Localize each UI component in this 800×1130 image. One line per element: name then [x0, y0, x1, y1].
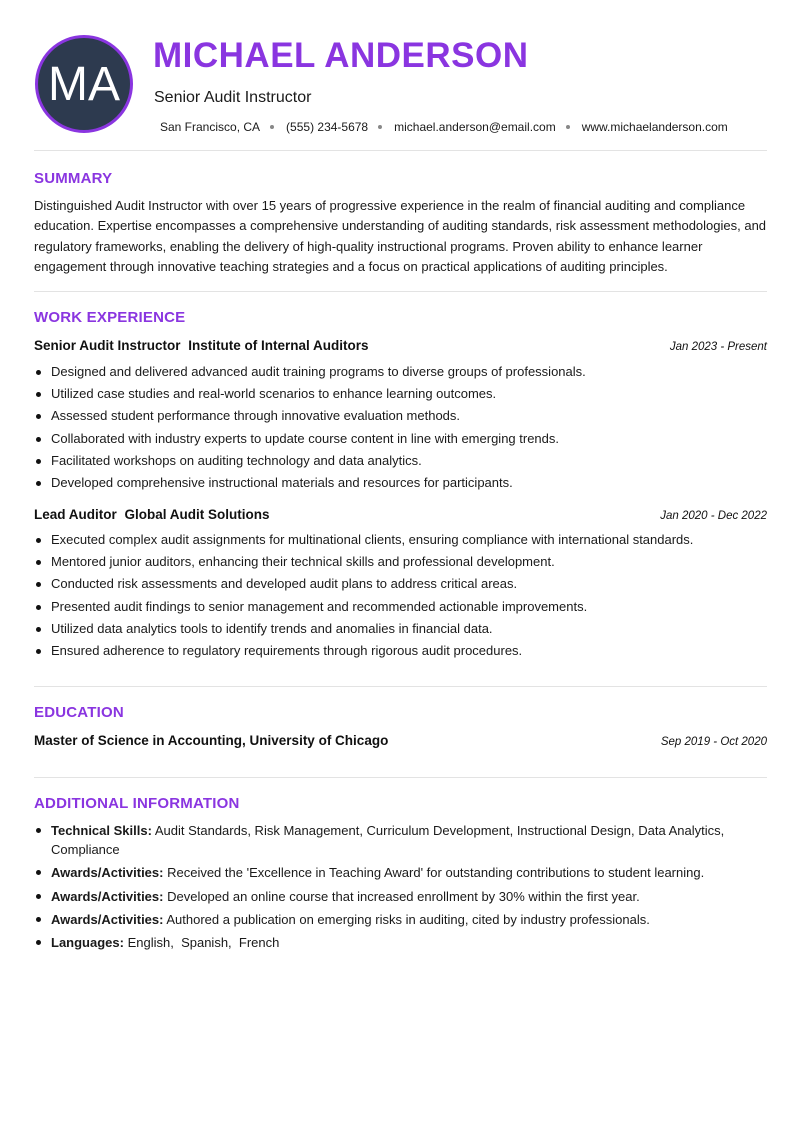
item-label: Technical Skills: — [51, 823, 152, 838]
section-heading-summary: SUMMARY — [34, 170, 113, 187]
list-item: Ensured adherence to regulatory requirements through rigorous audit procedures. — [34, 640, 774, 662]
education-entry — [34, 733, 767, 748]
item-label: Awards/Activities: — [51, 865, 164, 881]
list-item: Designed and delivered advanced audit training programs to diverse groups of professionals. — [34, 361, 774, 383]
job-bullets — [34, 529, 774, 662]
job-dates: Jan 2023 - Present — [669, 341, 767, 353]
job-company: Institute of Internal Auditors — [188, 338, 369, 353]
list-item: Assessed student performance through innovative evaluation methods. — [34, 405, 774, 427]
list-item: Utilized case studies and real-world scenarios to enhance learning outcomes. — [34, 383, 774, 405]
list-item: Presented audit findings to senior management and recommended actionable improvements. — [34, 596, 774, 618]
candidate-title: Senior Audit Instructor — [154, 89, 312, 106]
job-company: Global Audit Solutions — [124, 507, 270, 522]
section-heading-education: EDUCATION — [34, 704, 124, 721]
job-bullets — [34, 361, 774, 494]
avatar — [35, 35, 133, 133]
avatar-initials: MA — [48, 57, 120, 111]
section-heading-additional: ADDITIONAL INFORMATION — [34, 795, 240, 812]
divider — [34, 777, 767, 778]
list-item: Facilitated workshops on auditing technology and data analytics. — [34, 450, 774, 472]
contact-website[interactable]: www.michaelanderson.com — [581, 120, 728, 134]
item-label: Awards/Activities: — [51, 888, 164, 904]
list-item — [34, 910, 774, 929]
separator-dot-icon — [270, 125, 274, 129]
list-item: Developed comprehensive instructional materials and resources for participants. — [34, 472, 774, 494]
list-item — [34, 821, 774, 859]
section-heading-experience: WORK EXPERIENCE — [34, 309, 186, 326]
list-item — [34, 863, 774, 882]
education-degree: Master of Science in Accounting, University of Chicago — [34, 733, 389, 748]
item-text: Authored a publication on emerging risks in auditing, cited by industry professionals. — [166, 911, 650, 927]
item-text: English, Spanish, French — [127, 935, 280, 951]
contact-bar — [160, 120, 728, 134]
divider — [34, 686, 767, 687]
list-item: Conducted risk assessments and developed audit plans to address critical areas. — [34, 573, 774, 595]
contact-location: San Francisco, CA — [160, 120, 261, 134]
job-dates: Jan 2020 - Dec 2022 — [660, 510, 767, 522]
job-role: Lead Auditor — [34, 507, 117, 522]
candidate-name: MICHAEL ANDERSON — [153, 36, 529, 75]
list-item: Utilized data analytics tools to identify trends and anomalies in financial data. — [34, 618, 774, 640]
summary-text: Distinguished Audit Instructor with over 15 years of progressive experience in the realm of financial auditing and compliance education. Expertise encompasses a comprehensive understanding of auditing standards, risk assessment methodologies, and regulatory frameworks, enabling the delivery of high-quality instructional programs. Proven ability to enhance learner engagement through innovative teaching strategies and a focus on practical applications of auditing principles. — [34, 198, 767, 274]
job-header — [34, 338, 767, 353]
item-label: Languages: — [51, 935, 124, 951]
list-item: Collaborated with industry experts to update course content in line with emerging trends. — [34, 428, 774, 450]
additional-list — [34, 821, 774, 956]
list-item — [34, 887, 774, 906]
contact-phone[interactable]: (555) 234-5678 — [286, 120, 369, 134]
job-header — [34, 507, 767, 522]
item-text: Developed an online course that increased enrollment by 30% within the first year. — [167, 888, 640, 904]
item-label: Awards/Activities: — [51, 911, 164, 927]
item-text: Audit Standards, Risk Management, Curriculum Development, Instructional Design, Data Analytics, Compliance — [51, 823, 725, 857]
list-item: Executed complex audit assignments for multinational clients, ensuring compliance with international standards. — [34, 529, 774, 551]
separator-dot-icon — [566, 125, 570, 129]
divider — [34, 291, 767, 292]
separator-dot-icon — [378, 125, 382, 129]
item-text: Received the 'Excellence in Teaching Award' for outstanding contributions to student learning. — [167, 865, 705, 881]
education-dates: Sep 2019 - Oct 2020 — [660, 736, 767, 748]
job-role: Senior Audit Instructor — [34, 338, 181, 353]
divider — [34, 150, 767, 151]
contact-email[interactable]: michael.anderson@email.com — [394, 120, 556, 134]
list-item: Mentored junior auditors, enhancing their technical skills and professional development. — [34, 551, 774, 573]
list-item — [34, 933, 774, 952]
